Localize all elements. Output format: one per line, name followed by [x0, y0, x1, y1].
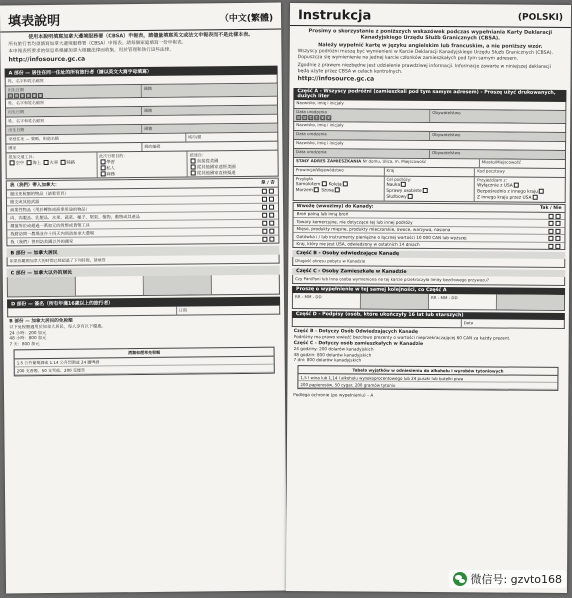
no-checkbox[interactable]	[555, 243, 560, 248]
citizenship-field[interactable]: Obywatelstwo	[430, 150, 565, 159]
chinese-instruction-page	[0, 3, 287, 594]
section-c-table	[292, 293, 565, 311]
polish-instruction-page	[286, 3, 571, 593]
section-d-bar: Część D - Podpisy (osób, które ukończyły 16 lat lub starszych)	[292, 311, 565, 320]
no-checkbox[interactable]	[556, 213, 561, 218]
section-b-row	[292, 257, 565, 268]
question-item: 超出免稅額的物品（請看背頁）	[7, 188, 278, 199]
help-paragraph: 以下免稅額適用於加拿大居民，每人享有以下優惠。	[9, 323, 106, 330]
checkbox[interactable]	[191, 170, 196, 175]
checkbox[interactable]	[532, 195, 537, 200]
no-checkbox[interactable]	[555, 228, 560, 233]
city-field[interactable]: Miasto/Miejscowość	[481, 159, 521, 165]
yes-label: 是	[260, 180, 266, 186]
yes-checkbox[interactable]	[548, 228, 553, 233]
travel-info-row	[293, 176, 566, 203]
help-text	[3, 315, 284, 348]
declaration-questions: Wwożę (wwozimy) do Kanady: Tak / Nie Broń palną lub inną broń Towary komercyjne, nie dotyczące tej lub innej podróży Mięso, produkty mięsne, produkty mleczarskie, owoce, warzywa, nasiona Gotówka i / lub instrumenty pieniężne o łącznej wartości 10 000 CAN lub wyższej Kraj, który nie jest USA, odwiedzony w ostatnich 14 dniach	[292, 202, 565, 250]
yes-checkbox[interactable]	[548, 236, 553, 241]
watermark-text: 微信号: gzvto168	[470, 573, 562, 586]
declaration-questions: 我（我們）帶入加拿大： 是 / 否 超出免稅額的物品（請看背頁） 槍支或其他武器 商業性物品（用於轉售或商業用途的物品） 肉、肉製品、乳製品、水果、蔬菜、種子、堅果、植物、動物或其產品 價值等於或超過一萬加元的貨幣或貨幣工具 我將訪問一農場並在十四天內到訪加拿大農場 我（我們）曾到訪美國以外的國家	[6, 178, 280, 247]
dob-field[interactable]: 出生日期 年 年 月 月 日 日	[6, 85, 142, 98]
question-item: 商業性物品（用於轉售或商業用途的物品）	[7, 204, 278, 215]
section-d-bar: D 部份 — 簽名（所有年滿16歲以上的旅行者）	[7, 297, 280, 309]
arriving-from: 抵達自： 直接從美國 從其他國家途經美國 從其他國家直接抵達	[189, 151, 236, 176]
date-boxes: R R M M D D	[297, 116, 331, 121]
postal-field[interactable]: 郵政編碼	[144, 143, 161, 149]
signature-field[interactable]	[293, 318, 462, 327]
name-field[interactable]: 姓、名字和姓名縮寫	[7, 99, 44, 105]
citizenship-field[interactable]: 國籍	[142, 84, 277, 97]
section-b-bar: B 部份 — 加拿大居民	[6, 246, 279, 258]
section-a-bar: A 部份 — 居住在同一住址的所有旅行者（請以英文大寫字母填寫）	[5, 66, 278, 78]
intro-heading: Prosimy o skorzystanie z poniższych wskazówek podczas wypełniania Karty Deklaracji Kanadyjskiego Urzędu Służb Granicznych (CBSA).	[308, 28, 553, 42]
questions-heading: 我（我們）帶入加拿大：	[9, 182, 60, 189]
checkbox[interactable]	[27, 160, 32, 165]
checkbox[interactable]	[539, 189, 544, 194]
no-checkbox[interactable]	[269, 237, 274, 242]
footer-note: Podlega ochronie (po wypełnieniu) – A	[293, 392, 374, 399]
name-field[interactable]: Nazwisko, imię i inicjały	[296, 100, 344, 106]
allowance-table	[14, 347, 275, 377]
allowance-table	[297, 366, 558, 392]
name-field[interactable]: 姓、名字和姓名縮寫	[7, 77, 44, 83]
travel-mode: 抵加交通工具： 空中 海上 火車 陸路	[6, 152, 97, 178]
table-row: 200 支香煙、50 支雪茄、200 克煙草	[15, 365, 274, 376]
section-b-row	[7, 255, 280, 267]
date-boxes: 年 年 月 月 日 日	[8, 93, 43, 98]
table-cell[interactable]	[144, 275, 212, 295]
section-c-bar: Część C - Osoby Zamieszkałe w Kanadzie	[292, 268, 565, 277]
table-cell[interactable]	[212, 275, 279, 295]
checkbox[interactable]	[343, 181, 348, 186]
no-checkbox[interactable]	[269, 197, 274, 202]
table-cell[interactable]	[8, 277, 76, 297]
language-tag: (POLSKI)	[517, 12, 563, 23]
intro-paragraph: 本申報表所要求的信息系根據加拿大相關法律而收集，用於管理和執行這些法律。	[8, 47, 174, 55]
table-row: 1,5 l wina lub 1,14 l alkoholu wysokoprocentowego lub 24 puszki lub butelki piwa	[298, 375, 557, 384]
help-paragraph: Podróżny ma prawo wwieźć bezcłowo prezenty o wartości nieprzekraczającej 60 CAN za każdy prezent.	[293, 334, 511, 341]
no-label: 否	[270, 180, 275, 186]
question-item: Towary komercyjne, nie dotyczące tej lub innej podróży	[294, 218, 565, 227]
checkbox[interactable]	[314, 187, 319, 192]
question-item: Kraj, który nie jest USA, odwiedzony w ostatnich 14 dniach	[293, 241, 564, 249]
no-checkbox[interactable]	[269, 221, 274, 226]
yes-checkbox[interactable]	[262, 189, 267, 194]
yes-label: Tak	[539, 205, 549, 211]
checkbox[interactable]	[401, 182, 406, 187]
language-tag: （中文(繁體)	[219, 13, 274, 25]
city-field[interactable]: 城市/鎮	[187, 133, 202, 140]
section-c-table	[7, 275, 280, 298]
travel-info-row	[5, 151, 278, 180]
checkbox[interactable]	[423, 188, 428, 193]
intro-text	[0, 30, 281, 67]
page-title: 填表說明	[8, 13, 61, 30]
question-item: 我（我們）曾到訪美國以外的國家	[7, 236, 278, 246]
help-item: 24 godziny: 200 dolarów kanadyjskich	[293, 346, 374, 352]
question-item: 價值等於或超過一萬加元的貨幣或貨幣工具	[7, 220, 278, 231]
help-item: 24 小時：200 加元	[9, 329, 47, 336]
checkbox[interactable]	[43, 159, 48, 164]
question-item: 我將訪問一農場並在十四天內到訪加拿大農場	[7, 228, 278, 239]
checkbox[interactable]	[408, 194, 413, 199]
yes-checkbox[interactable]	[262, 205, 267, 210]
trip-purpose: 此次行程目的： 學習 私人 商務	[97, 152, 188, 178]
question-item: 槍支或其他武器	[7, 196, 278, 207]
intro-subheading: Należy wypełnić kartę w języku angielskim lub francuskim, a nie poniższy wzór.	[318, 41, 543, 50]
table-cell[interactable]: RR - MM - DD	[293, 293, 361, 308]
checkbox[interactable]	[335, 187, 340, 192]
checkbox[interactable]	[10, 160, 15, 165]
yes-checkbox[interactable]	[262, 237, 267, 242]
arriving-from: Przyjeżdżam z: Wyłącznie z USA Bezpośrednio z innego kraju Z innego kraju przez USA	[475, 177, 565, 202]
yes-checkbox[interactable]	[262, 197, 267, 202]
intro-paragraph: Zgodnie z prawem niezbędne jest udzielenie prawdziwej informacji. Informacje zawarte w niniejszej deklaracji będą użyte przez CBSA w celach kontrolnych.	[297, 62, 551, 75]
info-url: http://infosource.gc.ca	[8, 55, 86, 63]
no-checkbox[interactable]	[556, 221, 561, 226]
page-title: Instrukcja	[297, 8, 372, 24]
table-cell[interactable]	[76, 276, 144, 296]
section-c-bar: C 部份 — 加拿大以外的居民	[7, 266, 280, 278]
intro-heading: 使用本說明填寫加拿大邊境服務署（CBSA）申報表，請儘量填寫英文或法文申報表而不是此樣本表。	[28, 31, 254, 41]
checkbox[interactable]	[60, 159, 65, 164]
name-field[interactable]: Nazwisko, imię i inicjały	[296, 140, 344, 146]
dob-field[interactable]: Data urodzenia	[294, 131, 430, 140]
checkbox[interactable]	[100, 165, 105, 170]
citizenship-field[interactable]: Obywatelstwo	[430, 132, 565, 141]
table-title: Tabela wyjątków w odniesieniu do alkoholu i wyrobów tytoniowych	[298, 367, 557, 377]
help-item: 7 dni: 800 dolarów kanadyjskich	[293, 357, 362, 363]
question-item: Gotówka i / lub instrumenty pieniężne o łącznej wartości 10 000 CAN lub wyższej	[293, 233, 564, 242]
yes-checkbox[interactable]	[262, 213, 267, 218]
dob-field[interactable]: 出生日期	[6, 125, 142, 134]
no-checkbox[interactable]	[555, 236, 560, 241]
arrival-mode: Przybyła Samolotem Koleją Morzem Szosą	[294, 176, 385, 201]
wechat-watermark	[449, 570, 566, 588]
intro-paragraph: Wszyscy podróżni muszą być wymienieni w Karcie Deklaracji Kanadyjskiego Urzędu Służb Granicznych (CBSA). Dopuszcza się wymienienie na jednej karcie członków zamieszkałych pod tym samym adresem.	[297, 49, 554, 62]
address-field[interactable]: 家庭住址 — 號碼、街道名稱	[6, 134, 186, 144]
date-field[interactable]: 日期	[178, 307, 187, 313]
info-url: http://infosource.gc.ca	[297, 75, 375, 83]
yes-checkbox[interactable]	[549, 221, 554, 226]
yes-checkbox[interactable]	[262, 229, 267, 234]
date-field[interactable]: Data	[463, 319, 474, 325]
table-row: 1.5 公升葡萄酒或 1.14 公升烈酒或 24 罐啤酒	[15, 357, 274, 368]
name-field[interactable]: Nazwisko, imię i inicjały	[296, 122, 344, 128]
section-b-note[interactable]: 如果你離開加拿大的時間已經超過了下列時間，請填寫	[9, 256, 106, 263]
help-item: 48 godzin: 800 dolarów kanadyjskich	[293, 351, 372, 358]
page-header	[0, 3, 281, 33]
table-cell[interactable]: RR - MM - DD	[429, 294, 497, 309]
name-field[interactable]: 姓、名字和姓名縮寫	[8, 117, 45, 123]
dob-field[interactable]: Data urodzenia R R M M D D	[294, 109, 430, 122]
section-a-bar: Część A - Wszyscy podróżni (zamieszkali pod tym samym adresem) - Proszę użyć drukowanych, dużych liter	[293, 88, 566, 102]
wechat-icon	[453, 572, 467, 586]
trip-purpose: Cel podróży: Nauka Sprawy osobiste Służbowy	[384, 176, 475, 201]
country-field[interactable]: 國家	[6, 143, 142, 152]
checkbox[interactable]	[100, 159, 105, 164]
dob-field[interactable]: 出生日期	[6, 107, 142, 116]
question-item: Mięso, produkty mięsne, produkty mleczarskie, owoce, warzywa, nasiona	[293, 226, 564, 235]
no-checkbox[interactable]	[269, 213, 274, 218]
section-c-note[interactable]: Czy Pan/Pani lub Inna osoba wymieniona na tej karcie przekroczyła limity bezcłowego przywozu?	[295, 275, 489, 282]
yes-checkbox[interactable]	[262, 221, 267, 226]
question-item: 肉、肉製品、乳製品、水果、蔬菜、種子、堅果、植物、動物或其產品	[7, 212, 278, 223]
yes-checkbox[interactable]	[548, 243, 553, 248]
questions-heading: Wwożę (wwozimy) do Kanady:	[296, 203, 374, 210]
checkbox[interactable]	[514, 183, 519, 188]
question-item: Broń palną lub inną broń	[294, 211, 565, 220]
checkbox[interactable]	[321, 181, 326, 186]
checkbox[interactable]	[100, 171, 105, 176]
no-checkbox[interactable]	[269, 189, 274, 194]
citizenship-field[interactable]: Obywatelstwo	[430, 110, 565, 123]
no-checkbox[interactable]	[269, 229, 274, 234]
country-field[interactable]: Kraj	[385, 167, 476, 176]
intro-text	[289, 26, 570, 87]
yes-checkbox[interactable]	[549, 213, 554, 218]
checkbox[interactable]	[191, 164, 196, 169]
table-cell[interactable]	[497, 294, 564, 309]
help-title: Część C - Dotyczy osób zamieszkałych w Kanadzie	[293, 340, 424, 347]
help-item: 7 天：800 加元	[9, 340, 40, 347]
stay-length-field[interactable]: Długość okresu pobytu w Kanadzie	[295, 257, 366, 264]
citizenship-field[interactable]: 國籍	[142, 106, 277, 115]
table-title: 酒類和煙草免稅額	[15, 348, 274, 360]
dob-field[interactable]: Data urodzenia	[294, 149, 430, 158]
address-field[interactable]: STAŁY ADRES ZAMIESZKANIA Nr domu, Ulica, m. Miejscowość	[294, 158, 480, 167]
postal-field[interactable]: Kod pocztowy	[477, 168, 505, 174]
help-item: 48 小時：800 加元	[9, 335, 47, 341]
section-c-table-bar: Proszę o wypełnienie w tej samej kolejności, co Część A	[292, 286, 565, 295]
help-text	[288, 327, 569, 365]
help-title: B 部份 — 加拿大居民的免稅額	[9, 318, 73, 325]
table-row: 200 papierosów, 50 cygar, 200 gramów tytoniu	[298, 382, 557, 391]
checkbox[interactable]	[191, 158, 196, 163]
section-b-bar: Część B - Osoby odwiedzające Kanadę	[292, 250, 565, 259]
table-cell[interactable]	[361, 294, 429, 309]
intro-paragraph: 所有旅行者均須填寫加拿大邊境服務署（CBSA）申報表。請每個家庭填寫一份申報表。	[8, 40, 187, 47]
page-header	[290, 3, 571, 28]
citizenship-field[interactable]: 國籍	[142, 124, 277, 133]
help-title: Część B - Dotyczy Osób Odwiedzających Kanadę	[293, 329, 419, 335]
section-c-row	[292, 275, 565, 286]
no-checkbox[interactable]	[269, 205, 274, 210]
province-field[interactable]: Prowincja/Województwo	[294, 167, 385, 176]
no-label: Nie	[553, 205, 562, 211]
